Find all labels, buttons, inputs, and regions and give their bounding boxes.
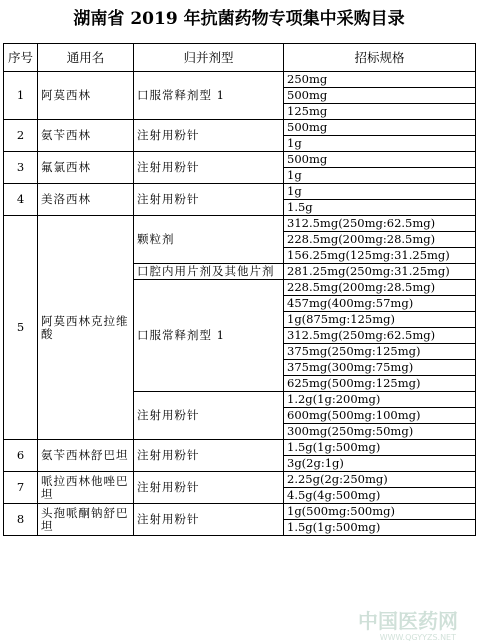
header-row bbox=[4, 44, 476, 72]
page-title: 湖南省 2019 年抗菌药物专项集中采购目录 bbox=[73, 9, 405, 29]
spec-cell: 1.5g(1g:500mg) bbox=[284, 440, 476, 456]
table-row bbox=[4, 216, 476, 232]
name-cell: 阿莫西林克拉维酸 bbox=[38, 216, 134, 440]
seq-cell: 3 bbox=[4, 152, 38, 184]
form-cell: 口服常释剂型 1 bbox=[134, 280, 284, 392]
spec-cell: 250mg bbox=[284, 72, 476, 88]
spec-cell: 312.5mg(250mg:62.5mg) bbox=[284, 328, 476, 344]
form-cell: 注射用粉针 bbox=[134, 440, 284, 472]
spec-cell: 2.25g(2g:250mg) bbox=[284, 472, 476, 488]
table-row bbox=[4, 440, 476, 456]
spec-cell: 1g bbox=[284, 136, 476, 152]
table-row bbox=[4, 120, 476, 136]
spec-cell: 600mg(500mg:100mg) bbox=[284, 408, 476, 424]
table-row bbox=[4, 472, 476, 488]
table-row bbox=[4, 184, 476, 200]
spec-cell: 125mg bbox=[284, 104, 476, 120]
form-cell: 口服常释剂型 1 bbox=[134, 72, 284, 120]
spec-cell: 1g(500mg:500mg) bbox=[284, 504, 476, 520]
spec-cell: 500mg bbox=[284, 152, 476, 168]
spec-cell: 500mg bbox=[284, 120, 476, 136]
seq-cell: 1 bbox=[4, 72, 38, 120]
spec-cell: 281.25mg(250mg:31.25mg) bbox=[284, 264, 476, 280]
table-row bbox=[4, 72, 476, 88]
form-cell: 注射用粉针 bbox=[134, 504, 284, 536]
form-cell: 口腔内用片剂及其他片剂 bbox=[134, 264, 284, 280]
spec-cell: 1.2g(1g:200mg) bbox=[284, 392, 476, 408]
spec-cell: 3g(2g:1g) bbox=[284, 456, 476, 472]
name-cell: 美洛西林 bbox=[38, 184, 134, 216]
header-form: 归并剂型 bbox=[134, 44, 284, 72]
header-seq: 序号 bbox=[4, 44, 38, 72]
spec-cell: 1g bbox=[284, 184, 476, 200]
spec-cell: 300mg(250mg:50mg) bbox=[284, 424, 476, 440]
seq-cell: 5 bbox=[4, 216, 38, 440]
spec-cell: 1g bbox=[284, 168, 476, 184]
spec-cell: 228.5mg(200mg:28.5mg) bbox=[284, 280, 476, 296]
table-row bbox=[4, 504, 476, 520]
table-row bbox=[4, 152, 476, 168]
name-cell: 氨苄西林舒巴坦 bbox=[38, 440, 134, 472]
seq-cell: 8 bbox=[4, 504, 38, 536]
spec-cell: 1g(875mg:125mg) bbox=[284, 312, 476, 328]
form-cell: 注射用粉针 bbox=[134, 184, 284, 216]
spec-cell: 375mg(300mg:75mg) bbox=[284, 360, 476, 376]
form-cell: 注射用粉针 bbox=[134, 120, 284, 152]
seq-cell: 4 bbox=[4, 184, 38, 216]
name-cell: 头孢哌酮钠舒巴坦 bbox=[38, 504, 134, 536]
watermark-url: WWW.QGYYZS.NET bbox=[379, 633, 456, 642]
spec-cell: 625mg(500mg:125mg) bbox=[284, 376, 476, 392]
watermark-logo: 中国医药网 bbox=[358, 609, 458, 633]
name-cell: 阿莫西林 bbox=[38, 72, 134, 120]
name-cell: 氟氯西林 bbox=[38, 152, 134, 184]
form-cell: 注射用粉针 bbox=[134, 392, 284, 440]
seq-cell: 6 bbox=[4, 440, 38, 472]
form-cell: 注射用粉针 bbox=[134, 152, 284, 184]
form-cell: 颗粒剂 bbox=[134, 216, 284, 264]
spec-cell: 500mg bbox=[284, 88, 476, 104]
name-cell: 氨苄西林 bbox=[38, 120, 134, 152]
form-cell: 注射用粉针 bbox=[134, 472, 284, 504]
spec-cell: 312.5mg(250mg:62.5mg) bbox=[284, 216, 476, 232]
seq-cell: 7 bbox=[4, 472, 38, 504]
spec-cell: 4.5g(4g:500mg) bbox=[284, 488, 476, 504]
header-name: 通用名 bbox=[38, 44, 134, 72]
spec-cell: 1.5g(1g:500mg) bbox=[284, 520, 476, 536]
spec-cell: 1.5g bbox=[284, 200, 476, 216]
name-cell: 哌拉西林他唑巴坦 bbox=[38, 472, 134, 504]
seq-cell: 2 bbox=[4, 120, 38, 152]
spec-cell: 375mg(250mg:125mg) bbox=[284, 344, 476, 360]
spec-cell: 156.25mg(125mg:31.25mg) bbox=[284, 248, 476, 264]
spec-cell: 457mg(400mg:57mg) bbox=[284, 296, 476, 312]
header-spec: 招标规格 bbox=[284, 44, 476, 72]
spec-cell: 228.5mg(200mg:28.5mg) bbox=[284, 232, 476, 248]
catalog-table bbox=[3, 43, 476, 536]
